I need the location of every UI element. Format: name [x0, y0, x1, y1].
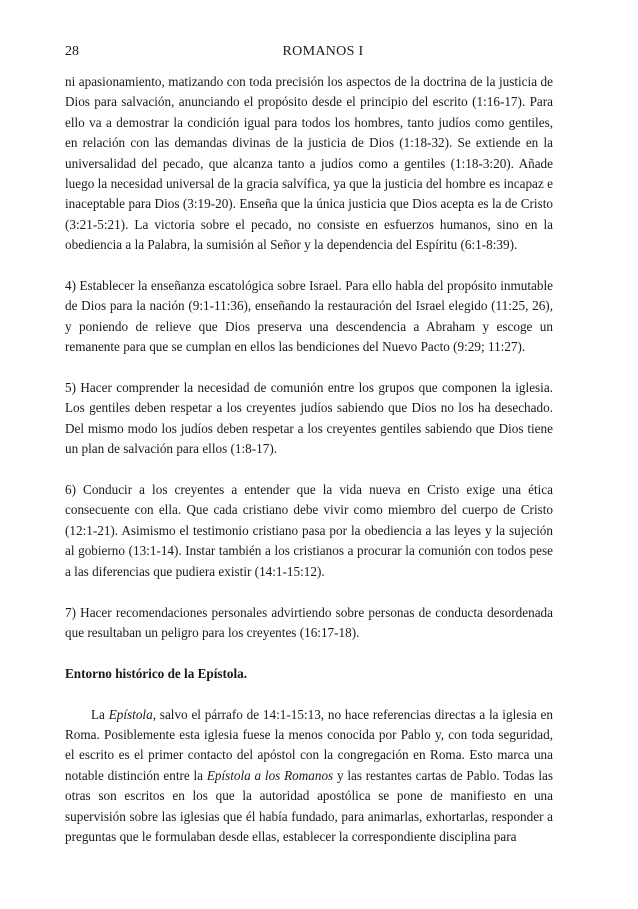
emphasis-text: Epístola a los Romanos [206, 767, 334, 783]
paragraph-text: y las restantes cartas de Pablo. Todas las otras son escritos en los que la autoridad apostólica se pone de manifiesto en una supervisión sobre las iglesias que él había fundado, para animarlas, exhortarlas, responder a preguntas que le formulaban desde ellas, establecer la correspondiente disciplina para [65, 767, 553, 844]
paragraph: 6) Conducir a los creyentes a entender que la vida nueva en Cristo exige una ética consecuente con ella. Que cada cristiano debe vivir como miembro del cuerpo de Cristo (12:1-21). Asimismo el testimonio cristiano pasa por la obediencia a las leyes y la sujeción al gobierno (13:1-14). Instar también a los cristianos a procurar la comunión con todos pese a las diferencias que pudiera existir (14:1-15:12). [65, 482, 553, 579]
paragraph [65, 705, 553, 848]
paragraph: 4) Establecer la enseñanza escatológica sobre Israel. Para ello habla del propósito inmutable de Dios para la nación (9:1-11:36), enseñando la restauración del Israel elegido (11:25, 26), y poniendo de relieve que Dios preserva una descendencia a Abraham y escoge un remanente para que se cumplan en ellos las bendiciones del Nuevo Pacto (9:29; 11:27). [65, 278, 553, 355]
section-heading: Entorno histórico de la Epístola. [65, 665, 248, 681]
emphasis-text: Epístola [108, 706, 153, 722]
running-title: ROMANOS I [282, 44, 364, 59]
paragraph: ni apasionamiento, matizando con toda precisión los aspectos de la doctrina de la justicia de Dios para salvación, anunciando el propósito desde el principio del escrito (1:16-17). Para ello va a demostrar la condición igual para todos los hombres, tanto judíos como gentiles, en relación con las demandas divinas de la justicia de Dios (1:18-32). Se extiende en la universalidad del pecado, que alcanza tanto a judíos como a gentiles (1:18-3:20). Añade luego la necesidad universal de la gracia salvífica, ya que la justicia del hombre es incapaz e inaceptable para Dios (3:19-20). Enseña que la única justicia que Dios acepta es la de Cristo (3:21-5:21). La victoria sobre el pecado, no consiste en esfuerzos humanos, sino en la obediencia a la Palabra, la sumisión al Señor y la dependencia del Espíritu (6:1-8:39). [65, 74, 553, 253]
page-number: 28 [65, 44, 79, 59]
page-header [65, 44, 553, 72]
paragraph-text: , salvo el párrafo de 14:1-15:13, no hace referencias directas a la iglesia en Roma. Posiblemente esta iglesia fuese la menos conocida por Pablo y, con toda seguridad, el escrito es el primer contacto del apóstol con la congregación en Roma. Esto marca una notable distinción entre la [65, 706, 553, 783]
page-body [65, 72, 553, 847]
paragraph: 5) Hacer comprender la necesidad de comunión entre los grupos que componen la iglesia. Los gentiles deben respetar a los creyentes judíos sabiendo que Dios no los ha desechado. Del mismo modo los judíos deben respetar a los creyentes gentiles sabiendo que Dios tiene un plan de salvación para ellos (1:8-17). [65, 380, 553, 457]
paragraph-text: La [91, 706, 109, 722]
paragraph: 7) Hacer recomendaciones personales advirtiendo sobre personas de conducta desordenada que resultaban un peligro para los creyentes (16:17-18). [65, 604, 553, 640]
book-page [65, 44, 553, 868]
